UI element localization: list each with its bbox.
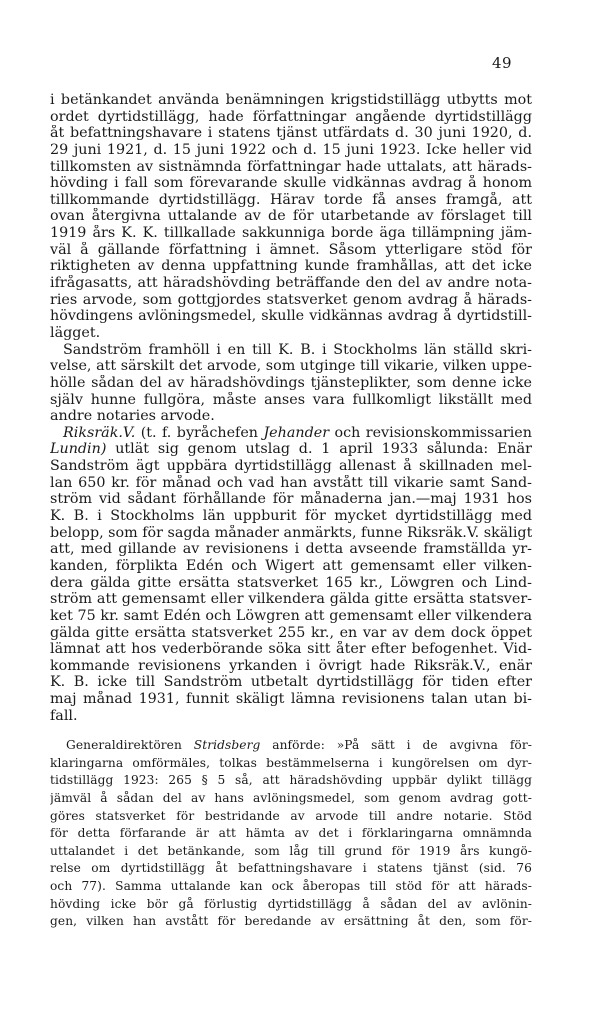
small-line: och 77). Samma uttalande kan ock åberopas till stöd för att härads-: [50, 879, 532, 894]
text-line: tillkommande dyrtidstillägg. Härav torde få anses framgå, att: [50, 191, 532, 208]
text-line: ket 75 kr. samt Edén och Löwgren att gemensamt eller vilkendera: [50, 607, 532, 624]
text-line: Sandström framhöll i en till K. B. i Stockholms län ställd skri-: [63, 341, 532, 358]
text-line: belopp, som för sagda månader anmärkts, funne Riksräk.V. skäligt: [50, 524, 532, 541]
text-line: ordet dyrtidstillägg, hade författningar angående dyrtidstillägg: [50, 108, 532, 125]
text-run: anförde: »På sätt i de avgivna för-: [260, 738, 532, 752]
text-line: ström vid sådant förhållande för månaderna jan.—maj 1931 hos: [50, 491, 532, 508]
small-line: tidstillägg 1923: 265 § 5 så, att häradshövding uppbär dylikt tillägg: [50, 773, 532, 788]
text-line: väl å gällande författning i ämnet. Såsom ytterligare stöd för: [50, 241, 532, 258]
text-line: lägget.: [50, 324, 101, 341]
small-line: för detta förfarande är att hämta av det i förklaringarna omnämnda: [50, 826, 532, 841]
small-line: klaringarna omförmäles, tolkas bestämmelserna i kungörelsen om dyr-: [50, 755, 532, 770]
text-line: hövding i fall som förevarande skulle vidkännas avdrag å honom: [50, 175, 532, 192]
text-line: själv hunne fullgöra, måste anses vara fullkomligt likställt med: [50, 391, 532, 408]
main-text: [50, 92, 532, 724]
lundin-name: Lundin): [50, 441, 107, 458]
text-line: att, med gillande av revisionens i detta avseende framställda yr-: [50, 541, 532, 558]
text-line: dera gälda gitte ersätta statsverket 165 kr., Löwgren och Lind-: [50, 574, 532, 591]
small-line-stridsberg: [50, 737, 532, 755]
text-run: Generaldirektören: [66, 738, 194, 752]
text-line: lan 650 kr. för månad och vad han avstått till vikarie samt Sand-: [50, 474, 532, 491]
text-line: 1919 års K. K. tillkallade sakkunniga borde äga tillämpning jäm-: [50, 225, 532, 242]
text-run: utlät sig genom utslag d. 1 april 1933 sålunda: Enär: [106, 441, 532, 458]
text-line: K. B. icke till Sandström utbetalt dyrtidstillägg för tiden efter: [50, 674, 532, 691]
text-line: kommande revisionens yrkanden i övrigt hade Riksräk.V., enär: [50, 657, 532, 674]
text-line: ovan återgivna uttalande av de för utarbetande av förslaget till: [50, 208, 532, 225]
text-line: hölle sådan del av häradshövdings tjänsteplikter, som denne icke: [50, 374, 532, 391]
text-line-lundin: [50, 441, 532, 458]
text-line: K. B. i Stockholms län uppburit för mycket dyrtidstillägg med: [50, 508, 532, 525]
small-line: relse om dyrtidstillägg åt befattningshavare i statens tjänst (sid. 76: [50, 861, 532, 876]
small-line: göres statsverket för bestridande av arvode till andre notarie. Stöd: [50, 808, 532, 823]
text-line: gälda gitte ersätta statsverket 255 kr., en var av dem dock öppet: [50, 624, 532, 641]
text-run: och revisionskommissarien: [329, 424, 532, 441]
text-line: ifrågasatts, att häradshövding beträffande den del av andre nota-: [50, 275, 532, 292]
page-number: 49: [492, 54, 513, 72]
text-run: (t. f. byråchefen: [135, 424, 264, 441]
text-line: ström att gemensamt eller vilkendera gälda gitte ersätta statsver-: [50, 591, 532, 608]
stridsberg-name: Stridsberg: [193, 738, 261, 752]
text-line: 29 juni 1921, d. 15 juni 1922 och d. 15 juni 1923. Icke heller vid: [50, 141, 532, 158]
text-line: maj månad 1931, funnit skäligt lämna revisionens talan utan bi-: [50, 691, 532, 708]
text-line: tillkomsten av sistnämnda författningar hade uttalats, att härads-: [50, 158, 532, 175]
riksrak-name: Riksräk.V.: [63, 424, 136, 441]
text-line: Sandström ägt uppbära dyrtidstillägg allenast å skillnaden mel-: [50, 458, 532, 475]
text-line: hövdingens avlöningsmedel, skulle vidkännas avdrag å dyrtidstill-: [50, 308, 532, 325]
text-line: lämnat att hos vederbörande söka sitt åter efter befogenhet. Vid-: [50, 641, 532, 658]
text-line: kanden, förplikta Edén och Wigert att gemensamt eller vilken-: [50, 557, 532, 574]
text-line: fall.: [50, 707, 78, 724]
small-line: gen, vilken han avstått för beredande av ersättning åt den, som för-: [50, 914, 532, 929]
small-line: uttalandet i det betänkande, som låg till grund för 1919 års kungö-: [50, 843, 532, 858]
jehander-name: Jehander: [263, 424, 330, 441]
text-line: i betänkandet använda benämningen krigstidstillägg utbytts mot: [50, 92, 532, 108]
text-line-riksrak: [50, 425, 532, 442]
small-line: jämväl å sådan del av hans avlöningsmedel, som genom avdrag gott-: [50, 790, 532, 805]
text-line: andre notaries arvode.: [50, 408, 215, 425]
small-line: hövding icke bör gå förlustig dyrtidstillägg å sådan del av avlönin-: [50, 896, 532, 911]
text-line: velse, att särskilt det arvode, som utginge till vikarie, vilken uppe-: [50, 358, 532, 375]
text-line: åt befattningshavare i statens tjänst utfärdats d. 30 juni 1920, d.: [50, 125, 532, 142]
text-line: riktigheten av denna uppfattning kunde framhållas, att det icke: [50, 258, 532, 275]
small-text: [50, 737, 532, 931]
text-line: ries arvode, som gottgjordes statsverket genom avdrag å härads-: [50, 291, 532, 308]
